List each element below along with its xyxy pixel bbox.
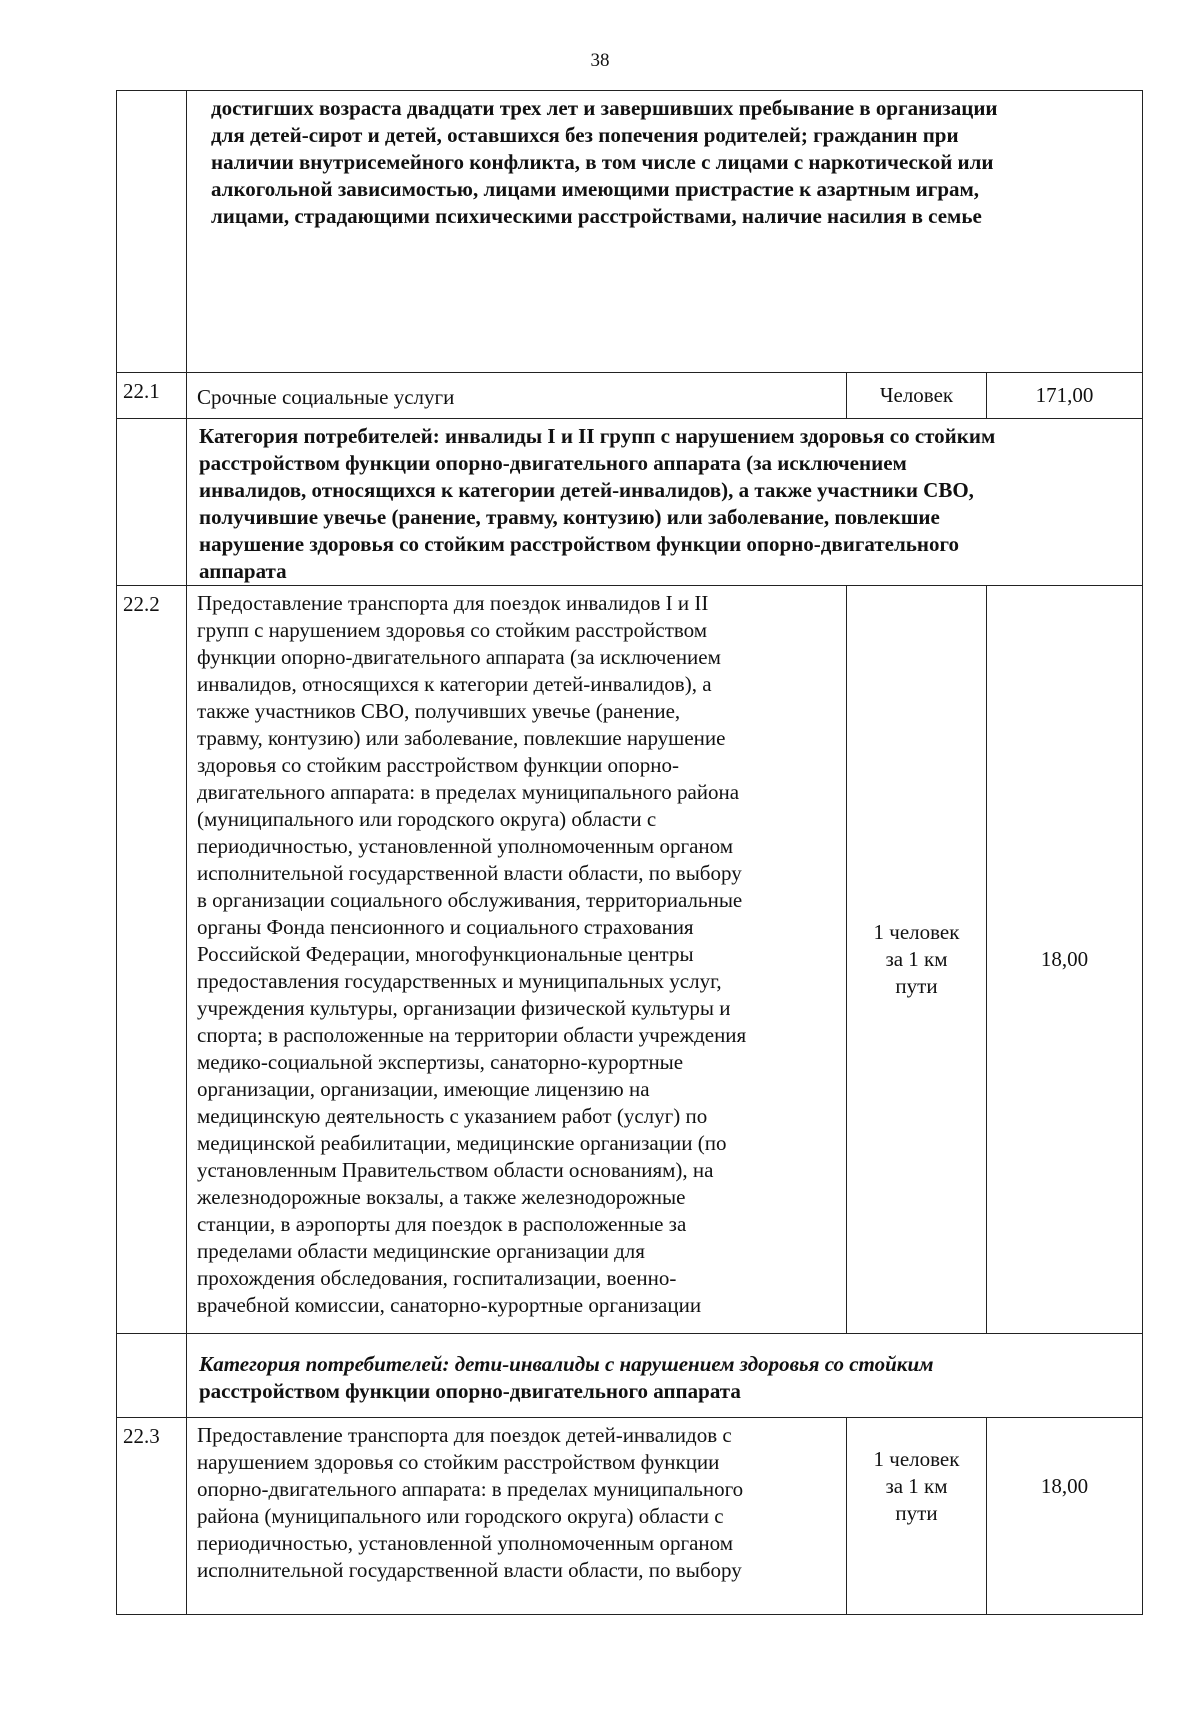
category-line: нарушение здоровья со стойким расстройством функции опорно-двигательного [199,532,959,556]
unit-cell [847,1418,987,1615]
continuation-line: достигших возраста двадцати трех лет и завершивших пребывание в организации [211,96,998,120]
description-line: прохождения обследования, госпитализации, военно- [197,1266,677,1290]
page-number: 38 [590,50,610,71]
description-line: железнодорожные вокзалы, а также железнодорожные [197,1185,686,1209]
unit-line: 1 человек [873,920,960,944]
description-line: станции, в аэропорты для поездок в расположенные за [197,1212,687,1236]
continuation-line: лицами, страдающими психическими расстройствами, наличие насилия в семье [211,204,982,228]
category-line: Категория потребителей: дети-инвалиды с нарушением здоровья со стойким [199,1351,934,1376]
value-cell: 18,00 [987,586,1143,1334]
tariff-table [116,90,1143,1615]
row-number-cell [117,419,187,586]
row-number-cell [117,1334,187,1418]
description-line: периодичностью, установленной уполномоченным органом [197,1531,734,1555]
table-row-category-1 [117,419,1143,586]
service-description [187,586,847,1334]
table-row-22-2 [117,586,1143,1334]
description-line: организации, организации, имеющие лицензию на [197,1077,650,1101]
category-line: получившие увечье (ранение, травму, контузию) или заболевание, повлекшие [199,505,940,529]
description-line: двигательного аппарата: в пределах муниципального района [197,780,740,804]
description-line: медико-социальной экспертизы, санаторно-курортные [197,1050,684,1074]
unit-line: 1 человек [873,1447,960,1471]
category-heading [187,419,1143,586]
unit-line: пути [895,974,938,998]
unit-line: за 1 км [885,947,948,971]
description-line: установленным Правительством области основаниям), на [197,1158,714,1182]
description-line: медицинскую деятельность с указанием работ (услуг) по [197,1104,708,1128]
description-line: также участников СВО, получивших увечье (ранение, [197,699,681,723]
description-line: в организации социального обслуживания, территориальные [197,888,743,912]
value-cell: 18,00 [987,1418,1143,1615]
description-line: пределами области медицинские организации для [197,1239,645,1263]
description-line: здоровья со стойким расстройством функции опорно- [197,753,680,777]
continuation-line: наличии внутрисемейного конфликта, в том числе с лицами с наркотической или [211,150,994,174]
category-line: инвалидов, относящихся к категории детей-инвалидов), а также участники СВО, [199,478,974,502]
description-line: Российской Федерации, многофункциональные центры [197,942,694,966]
description-line: района (муниципального или городского округа) области с [197,1504,724,1528]
description-line: нарушением здоровья со стойким расстройством функции [197,1450,720,1474]
continuation-text [187,91,1143,373]
row-number: 22.2 [117,586,187,1334]
description-line: исполнительной государственной власти области, по выбору [197,861,742,885]
description-line: периодичностью, установленной уполномоченным органом [197,834,734,858]
table-row-22-1 [117,373,1143,419]
description-line: спорта; в расположенные на территории области учреждения [197,1023,747,1047]
row-number-cell [117,91,187,373]
continuation-line: алкогольной зависимостью, лицами имеющими пристрастие к азартным играм, [211,177,980,201]
description-line: медицинской реабилитации, медицинские организации (по [197,1131,727,1155]
value-cell: 171,00 [987,373,1143,419]
service-name: Срочные социальные услуги [187,373,847,419]
row-number: 22.3 [117,1418,187,1615]
table-row-category-2 [117,1334,1143,1418]
description-line: (муниципального или городского округа) области с [197,807,657,831]
description-line: исполнительной государственной власти области, по выбору [197,1558,742,1582]
unit-cell [847,586,987,1334]
description-line: органы Фонда пенсионного и социального страхования [197,915,694,939]
unit-line: пути [895,1501,938,1525]
description-line: опорно-двигательного аппарата: в пределах муниципального [197,1477,744,1501]
category-line: аппарата [199,559,287,583]
table-row-continuation [117,91,1143,373]
category-heading [187,1334,1143,1418]
description-line: функции опорно-двигательного аппарата (за исключением [197,645,721,669]
row-number: 22.1 [117,373,187,419]
description-line: врачебной комиссии, санаторно-курортные организации [197,1293,702,1317]
service-description [187,1418,847,1615]
table-row-22-3 [117,1418,1143,1615]
description-line: учреждения культуры, организации физической культуры и [197,996,731,1020]
category-line: расстройством функции опорно-двигательного аппарата (за исключением [199,451,907,475]
description-line: групп с нарушением здоровья со стойким расстройством [197,618,708,642]
description-line: Предоставление транспорта для поездок инвалидов I и II [197,591,709,615]
unit-line: за 1 км [885,1474,948,1498]
unit-cell: Человек [847,373,987,419]
description-line: предоставления государственных и муниципальных услуг, [197,969,722,993]
description-line: инвалидов, относящихся к категории детей-инвалидов), а [197,672,712,696]
description-line: Предоставление транспорта для поездок детей-инвалидов с [197,1423,732,1447]
category-line: Категория потребителей: инвалиды I и II групп с нарушением здоровья со стойким [199,424,996,448]
description-line: травму, контузию) или заболевание, повлекшие нарушение [197,726,726,750]
category-line: расстройством функции опорно-двигательного аппарата [199,1378,741,1403]
continuation-line: для детей-сирот и детей, оставшихся без попечения родителей; гражданин при [211,123,959,147]
